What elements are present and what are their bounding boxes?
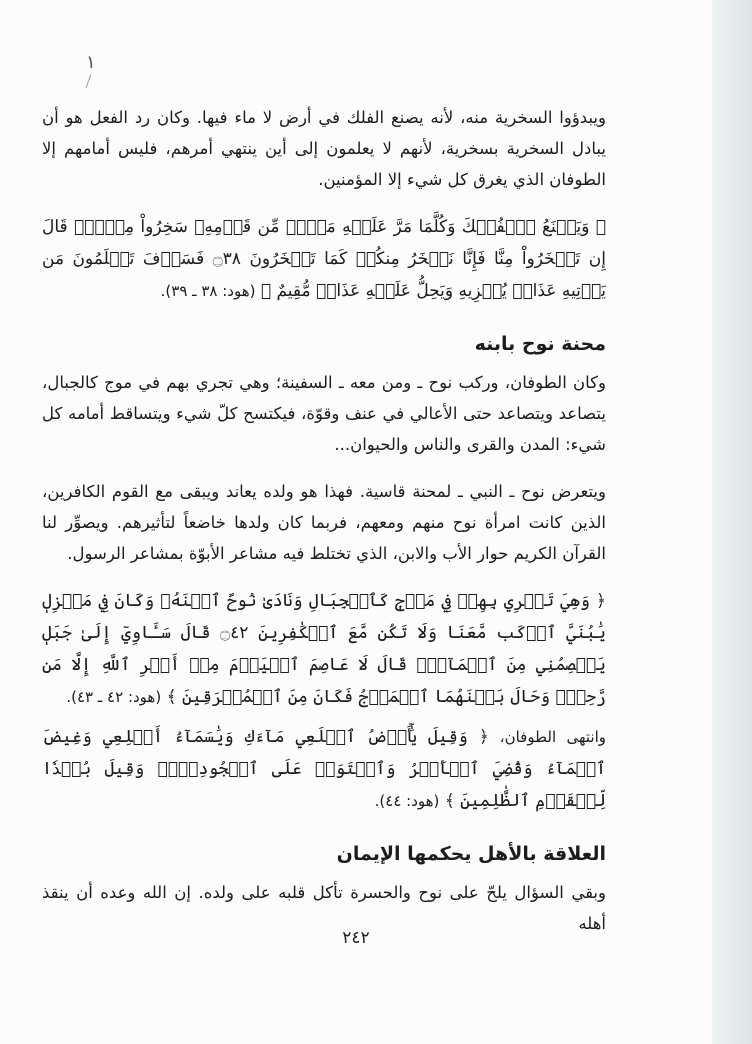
- verse-2-reference: (هود: ٤٢ ـ ٤٣).: [66, 688, 162, 706]
- section-heading-2: العلاقة بالأهل يحكمها الإيمان: [336, 843, 606, 865]
- quran-verse-2: [42, 585, 606, 713]
- verse-3-reference: (هود: ٤٤).: [374, 792, 440, 810]
- paragraph-3: ويتعرض نوح ـ النبي ـ لمحنة قاسية. فهذا هو ولده يعاند ويبقى مع القوم الكافرين، الذين كانت امرأة نوح منهم ومعهم، فربما كان ولدها خاضعاً لتأثيرهم. ويصوِّر لنا القرآن الكريم حوار الأب والابن، الذي تختلط فيه مشاعر الأبوّة بمشاعر الرسول.: [42, 482, 606, 563]
- verse-1-reference: (هود: ٣٨ ـ ٣٩).: [160, 282, 256, 300]
- paragraph-5: وبقي السؤال يلحّ على نوح والحسرة تأكل قلبه على ولده. إن الله وعده أن ينقذ أهله: [42, 883, 606, 933]
- paragraph-4: [42, 721, 606, 817]
- quran-verse-1: [42, 211, 606, 307]
- verse-3-text: ﴿ وَقِيلَ يَٰٓأَرۡضُ ٱبۡلَعِي مَآءَكِ وَيَٰسَمَآءُ أَقۡلِعِي وَغِيضَ ٱلۡمَآءُ وَقُضِيَ ٱلۡأَمۡرُ وَٱسۡتَوَتۡ عَلَى ٱلۡجُودِيِّۖ وَقِيلَ بُعۡدٗا لِّلۡقَوۡمِ ٱلظَّٰلِمِينَ ﴾: [42, 727, 606, 811]
- verse-1-text: ﴿ وَيَصۡنَعُ ٱلۡفُلۡكَ وَكُلَّمَا مَرَّ عَلَيۡهِ مَلَأٞ مِّن قَوۡمِهِۦ سَخِرُواْ مِنۡهُۚ قَالَ إِن تَسۡخَرُواْ مِنَّا فَإِنَّا نَسۡخَرُ مِنكُمۡ كَمَا تَسۡخَرُونَ ۝٣٨ فَسَوۡفَ تَعۡلَمُونَ مَن يَأۡتِيهِ عَذَابٞ يُخۡزِيهِ وَيَحِلُّ عَلَيۡهِ عَذَابٞ مُّقِيمٌ ﴾: [42, 217, 606, 301]
- paragraph-4-lead: وانتهى الطوفان،: [499, 728, 607, 746]
- section-heading-1: محنة نوح بابنه: [474, 333, 606, 355]
- paragraph-2: وكان الطوفان، وركب نوح ـ ومن معه ـ السفينة؛ وهي تجري بهم في موج كالجبال، يتصاعد ويتصاعد حتى الأعالي في عنف وقوّة، فيكتسح كلّ شيء ويتساقط أمامه كل شيء: المدن والقرى والناس والحيوان...: [42, 373, 606, 454]
- pencil-stroke: [86, 74, 92, 87]
- page-number: ٢٤٢: [342, 928, 370, 948]
- margin-mark: ١: [86, 52, 96, 73]
- page-content: [42, 102, 606, 939]
- page-edge: [712, 0, 752, 1044]
- verse-2-text: ﴿ وَهِيَ تَجۡرِي بِهِمۡ فِي مَوۡجٖ كَٱلۡجِبَالِ وَنَادَىٰ نُوحٌ ٱبۡنَهُۥ وَكَانَ فِي مَعۡزِلٖ يَٰبُنَيَّ ٱرۡكَب مَّعَنَا وَلَا تَكُن مَّعَ ٱلۡكَٰفِرِينَ ۝٤٢ قَالَ سَـَٔاوِيٓ إِلَىٰ جَبَلٖ يَعۡصِمُنِي مِنَ ٱلۡمَآءِۚ قَالَ لَا عَاصِمَ ٱلۡيَوۡمَ مِنۡ أَمۡرِ ٱللَّهِ إِلَّا مَن رَّحِمَۚ وَحَالَ بَيۡنَهُمَا ٱلۡمَوۡجُ فَكَانَ مِنَ ٱلۡمُغۡرَقِينَ ﴾: [42, 591, 606, 707]
- paragraph-1: ويبدؤوا السخرية منه، لأنه يصنع الفلك في أرض لا ماء فيها. وكان رد الفعل هو أن يبادل السخرية بسخرية، لأنهم لا يعلمون إلى أين ينتهي أمرهم، فليس أمامهم إلا الطوفان الذي يغرق كل شيء إلا المؤمنين.: [42, 108, 606, 189]
